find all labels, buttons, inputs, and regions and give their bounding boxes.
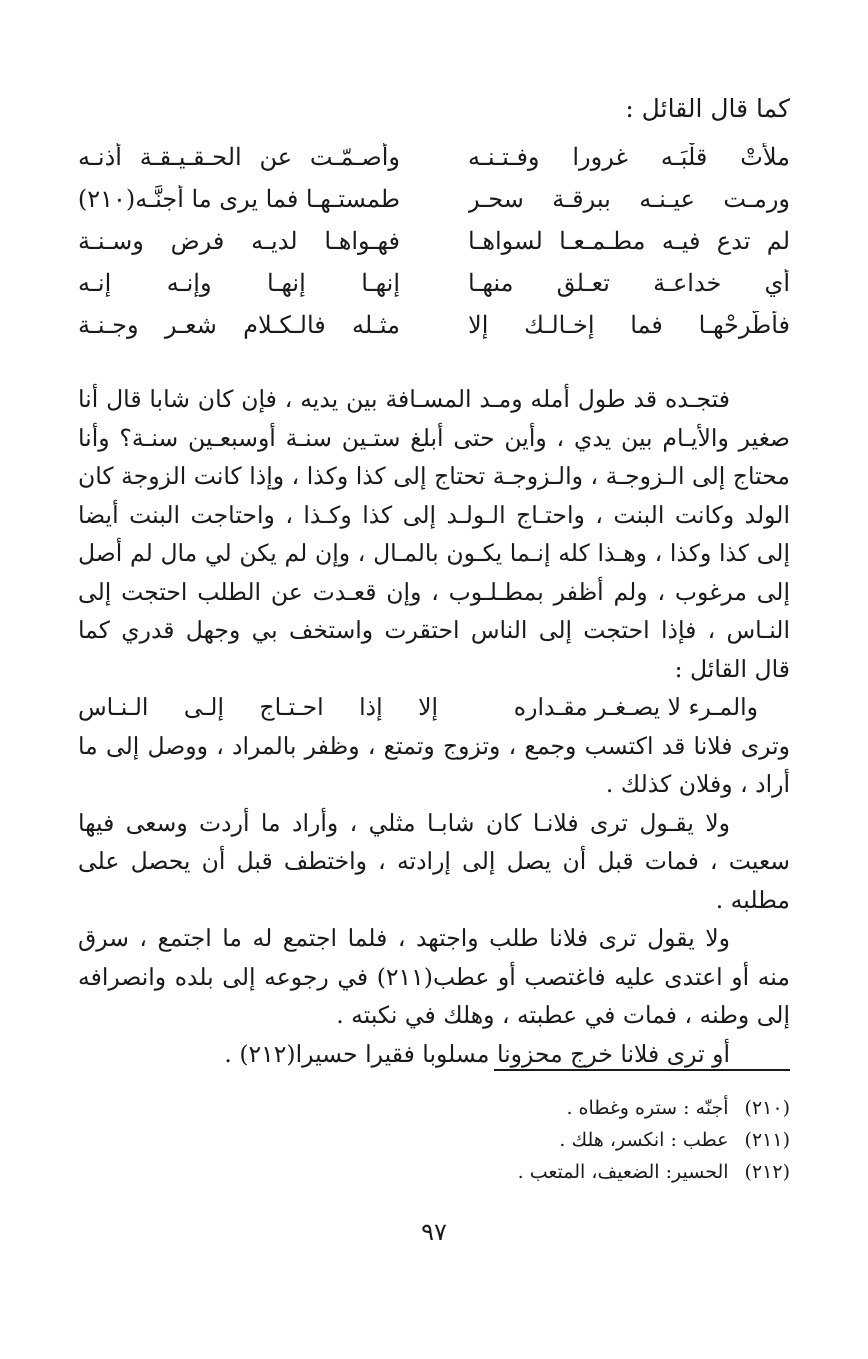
- poem-first-hemistich: فأطَّرِحْهـا فما إخـالـك إلا: [468, 311, 790, 339]
- footnote-text: عطب : انكسر، هلك .: [559, 1129, 729, 1151]
- inline-verse-first-hemistich: والمـرء لا يصـغـر مقـداره: [513, 693, 758, 721]
- poem-first-hemistich: أي خداعـة تعـلق منهـا: [468, 269, 790, 297]
- footnote: [290, 1092, 790, 1124]
- poem-second-hemistich: فهـواهـا لديـه فرض وسـنـة: [78, 227, 400, 255]
- poem-second-hemistich: وأصـمّـت عن الحـقـيـقـة أذنـه: [78, 143, 400, 171]
- paragraph: وترى فلانا قد اكتسب وجمع ، وتزوج وتمتع ، وظفر بالمراد ، ووصل إلى ما أراد ، وفلان كذلك .: [78, 731, 790, 798]
- poem-verse: [78, 304, 790, 346]
- poem-second-hemistich: إنهـا إنهـا وإنـه إنـه: [78, 269, 400, 297]
- poem-first-hemistich: ورمـت عيـنـه ببرقـة سحـر: [468, 185, 790, 213]
- footnote-text: الحسير: الضعيف، المتعب .: [517, 1161, 729, 1183]
- poem-second-hemistich: مثـله فالـكـلام شعـر وجـنـة: [78, 311, 400, 339]
- poem-first-hemistich: ملأتْ قلْبَـه غرورا وفـتـنـه: [468, 143, 790, 171]
- footnote: [290, 1124, 790, 1156]
- paragraph: ولا يقول ترى فلانا طلب واجتهد ، فلما اجتمع له ما اجتمع ، سرق منه أو اعتدى عليه فاغتصب أو عطب(٢١١) في رجوعه إلى بلده وانصرافه إلى وطنه ، فمات في عطبته ، وهلك في نكبته .: [78, 924, 790, 1029]
- footnote-text: أجنّه : ستره وغطاه .: [566, 1097, 729, 1119]
- poem-verse: [78, 136, 790, 178]
- poem-second-hemistich: طمستـهـا فما يرى ما أجنًّـه(٢١٠): [78, 185, 400, 213]
- poem-intro: كما قال القائل :: [625, 94, 790, 123]
- paragraph: ولا يقـول ترى فلانـا كان شابـا مثلي ، وأراد ما أردت وسعى فيها سعيت ، فمات قبل أن يصل إلى إرادته ، واختطف قبل أن يحصل على مطلبه .: [78, 808, 790, 914]
- footnote-number: (٢١١): [744, 1129, 790, 1151]
- body-text: [78, 380, 790, 1073]
- poem-first-hemistich: لم تدع فيـه مطـمـعـا لسواهـا: [468, 227, 790, 255]
- inline-verse-second-hemistich: إلا إذا احـتـاج إلـى الـنـاس: [78, 693, 438, 721]
- inline-verse: [78, 688, 790, 727]
- page-number: ٩٧: [421, 1218, 447, 1246]
- poem-block: [78, 136, 790, 346]
- poem-verse: [78, 178, 790, 220]
- footnote: [290, 1156, 790, 1188]
- footnote-number: (٢١٢): [744, 1161, 790, 1183]
- footnote-separator: [494, 1069, 790, 1071]
- footnote-number: (٢١٠): [744, 1097, 790, 1119]
- poem-verse: [78, 220, 790, 262]
- poem-verse: [78, 262, 790, 304]
- footnotes: [290, 1092, 790, 1188]
- paragraph: فتجـده قد طول أمله ومـد المسـافة بين يديه ، فإن كان شابا قال أنا صغير والأيـام بين يدي ، وأين حتى أبلغ ستـين سنـة أوسبعـين سنـة؟ وأنا محتاج إلى الـزوجـة ، والـزوجـة تحتاج إلى كذا وكذا ، وإذا كانت الزوجة كان الولد وكانت البنت ، واحتـاج الـولـد إلى كذا وكـذا ، واحتاجت البنت أيضا إلى كذا وكذا ، وهـذا كله إنـما يكـون بالمـال ، وإن لم يكن لي مال لم أصل إلى مرغوب ، ولم أظفر بمطـلـوب ، وإن قعـدت عن الطلب احتجت إلى النـاس ، فإذا احتجت إلى الناس احتقرت واستخف بي وجهل قدري كما قال القائل :: [78, 385, 790, 683]
- paragraph: أو ترى فلانا خرج محزونا مسلوبا فقيرا حسيرا(٢١٢) .: [224, 1039, 730, 1068]
